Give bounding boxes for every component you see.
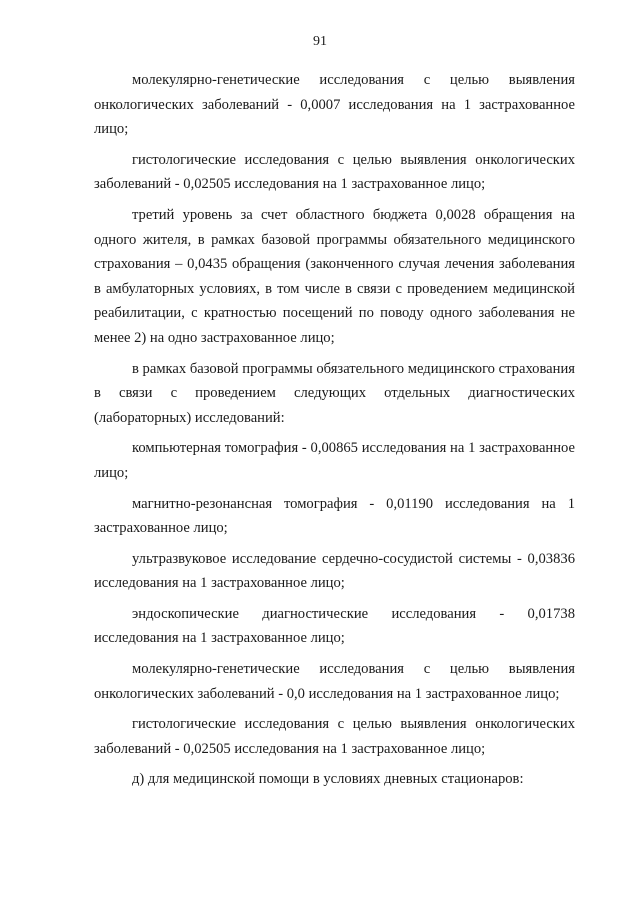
paragraph-basic-program: в рамках базовой программы обязательного медицинского страхования в связи с проведением следующих отдельных диагностических (лабораторных) исследований: (94, 360, 575, 426)
paragraph-endoscopic: эндоскопические диагностические исследования - 0,01738 исследования на 1 застрахованное лицо; (94, 605, 575, 647)
paragraph-histological-2: гистологические исследования с целью выявления онкологических заболеваний - 0,02505 исследования на 1 застрахованное лицо; (94, 716, 575, 757)
paragraph-ultrasound: ультразвуковое исследование сердечно-сосудистой системы - 0,03836 исследования на 1 застрахованное лицо; (94, 550, 575, 592)
paragraph-day-hospitals: д) для медицинской помощи в условиях дневных стационаров: (132, 771, 524, 788)
paragraph-mri: магнитно-резонансная томография - 0,01190 исследования на 1 застрахованное лицо; (94, 495, 575, 537)
paragraph-histological-1: гистологические исследования с целью выявления онкологических заболеваний - 0,02505 исследования на 1 застрахованное лицо; (94, 151, 575, 193)
document-body (94, 68, 575, 798)
paragraph-third-level: третий уровень за счет областного бюджета 0,0028 обращения на одного жителя, в рамках базовой программы обязательного медицинского страхования – 0,0435 обращения (законченного случая лечения заболевания в амбулаторных условиях, в том числе в связи с проведением медицинской реабилитации, с кратностью посещений по поводу одного заболевания не менее 2) на одно застрахованное лицо; (94, 206, 575, 346)
paragraph-molecular-genetic-2: молекулярно-генетические исследования с целью выявления онкологических заболеваний - 0,0 исследования на 1 застрахованное лицо; (94, 661, 575, 702)
page-number: 91 (313, 34, 327, 49)
paragraph-molecular-genetic-1: молекулярно-генетические исследования с целью выявления онкологических заболеваний - 0,0007 исследования на 1 застрахованное лицо; (94, 72, 575, 138)
paragraph-computed-tomography: компьютерная томография - 0,00865 исследования на 1 застрахованное лицо; (94, 440, 575, 481)
